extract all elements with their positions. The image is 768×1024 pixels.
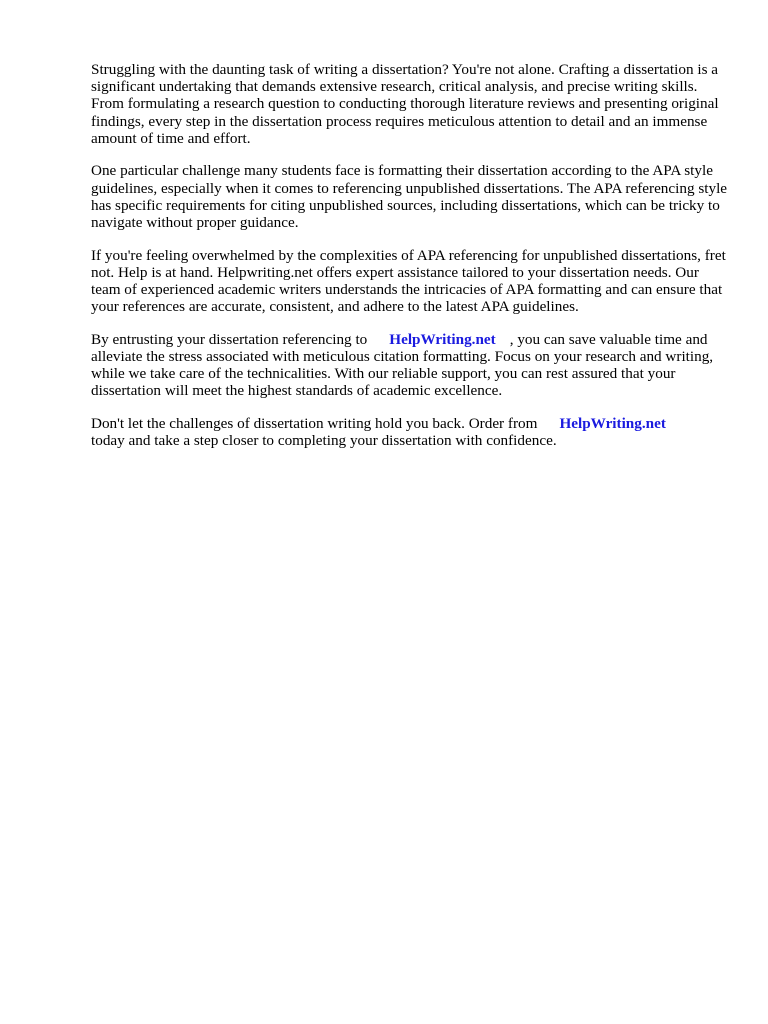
order-text-after: today and take a step closer to completing your dissertation with confidence. — [91, 432, 557, 450]
entrust-text-before: By entrusting your dissertation referencing to — [91, 330, 368, 348]
paragraph-apa-challenge: One particular challenge many students face is formatting their dissertation according to the APA style guidelines, especially when it comes to referencing unpublished dissertations. The APA referencing style has specific requirements for citing unpublished sources, including dissertations, which can be tricky to navigate without proper guidance. — [91, 162, 728, 232]
paragraph-entrust — [91, 331, 731, 400]
helpwriting-link-2[interactable]: HelpWriting.net — [559, 415, 666, 433]
document-body — [91, 61, 731, 465]
entrust-text-after: , you can save valuable time and alleviate the stress associated with meticulous citation formatting. Focus on your research and writing, while we take care of the technicalities. With our reliable support, you can rest assured that your dissertation will meet the highest standards of academic excellence. — [91, 330, 714, 400]
paragraph-intro: Struggling with the daunting task of writing a dissertation? You're not alone. Crafting a dissertation is a significant undertaking that demands extensive research, critical analysis, and precise writing skills. From formulating a research question to conducting thorough literature reviews and presenting original findings, every step in the dissertation process requires meticulous attention to detail and an immense amount of time and effort. — [91, 61, 719, 147]
order-text-before: Don't let the challenges of dissertation writing hold you back. Order from — [91, 415, 538, 433]
paragraph-help-offer: If you're feeling overwhelmed by the complexities of APA referencing for unpublished dissertations, fret not. Help is at hand. Helpwriting.net offers expert assistance tailored to your dissertation needs. Our team of experienced academic writers understands the intricacies of APA formatting and can ensure that your references are accurate, consistent, and adhere to the latest APA guidelines. — [91, 246, 726, 316]
paragraph-order — [91, 415, 731, 449]
helpwriting-link-1[interactable]: HelpWriting.net — [389, 330, 496, 348]
